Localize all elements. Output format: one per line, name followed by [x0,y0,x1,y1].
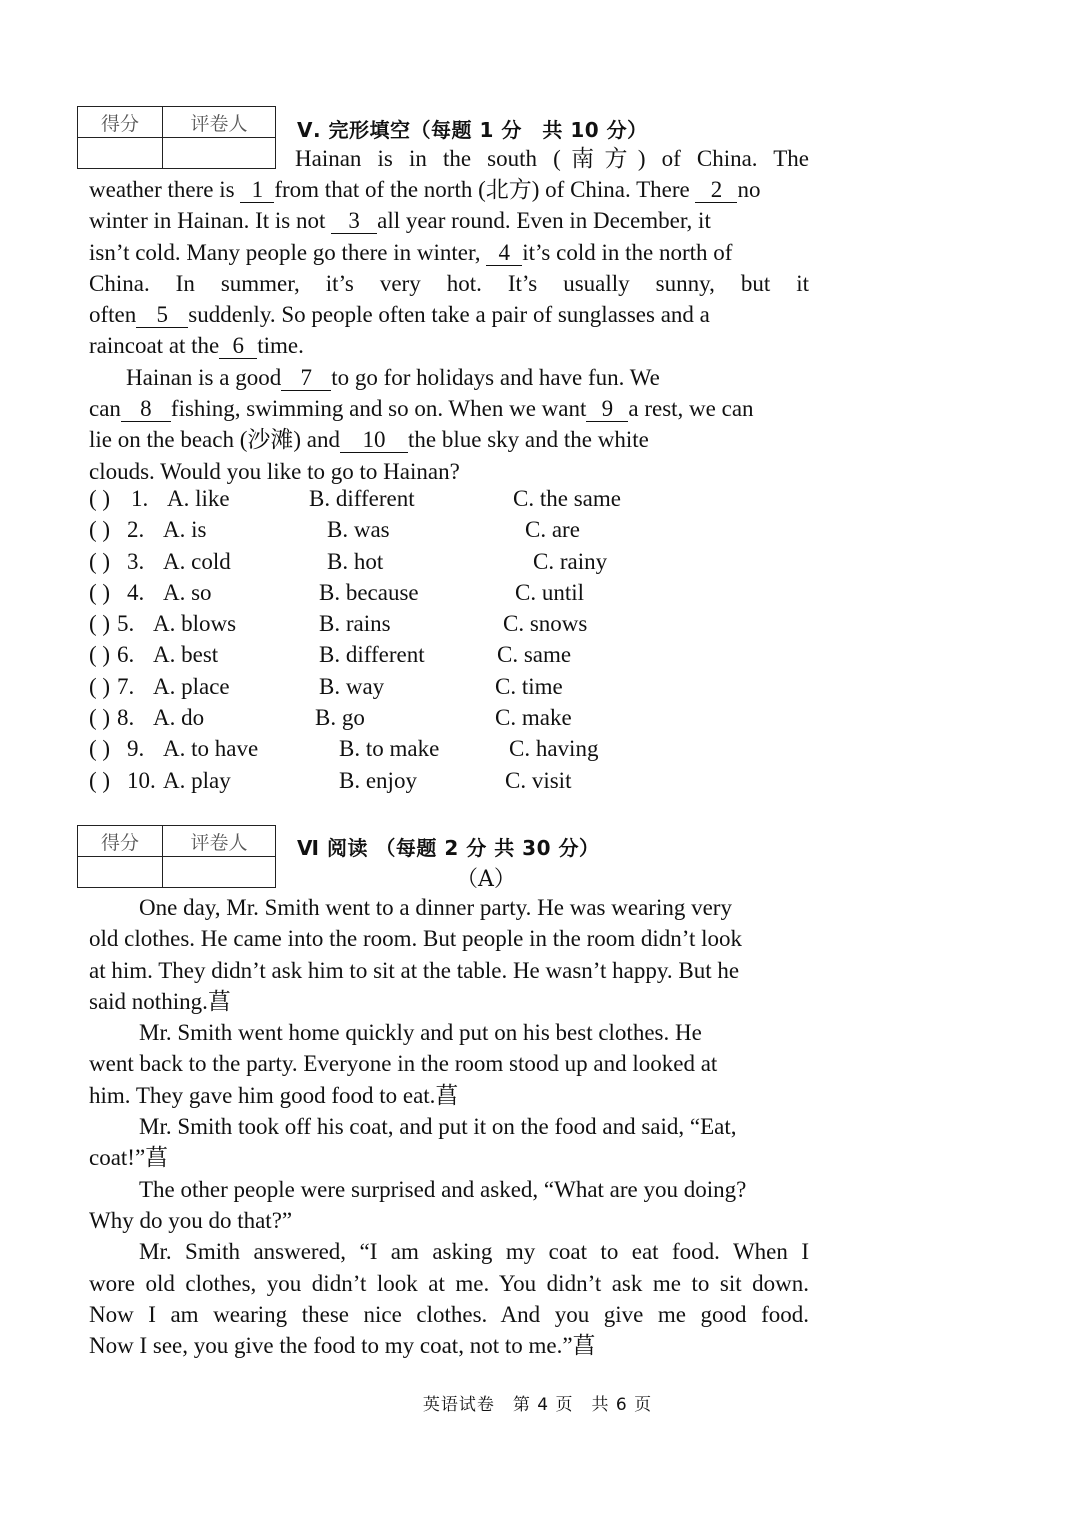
option-b: B. different [319,642,425,668]
score-table-2 [77,825,276,888]
question-number: 5. [117,611,135,637]
option-c: C. snows [503,611,588,637]
cloze-line-2: weather there is 1 from that of the north (北方) of China. There 2 no [89,177,761,202]
reading-line: wore old clothes, you didn’t look at me. You didn’t ask me to sit down. [89,1270,809,1296]
option-a: A. so [163,579,212,605]
option-c: C. are [525,517,580,543]
grader-label: 评卷人 [163,107,276,138]
answer-paren: ( ) [89,736,111,762]
option-a: A. play [163,767,231,793]
cloze-passage [89,174,809,487]
cloze-line-9: can 8 fishing, swimming and so on. When we want 9 a rest, we can [89,396,754,422]
option-c: C. having [509,736,599,762]
reading-line: coat!”菖 [89,1145,169,1171]
blank-1: 1 [240,178,274,203]
blank-4: 4 [486,241,522,266]
reading-line: One day, Mr. Smith went to a dinner party. He was wearing very [139,895,732,920]
reading-line: Mr. Smith went home quickly and put on his best clothes. He [139,1020,702,1046]
option-a: A. blows [153,611,237,637]
option-b: B. way [319,673,385,699]
cloze-line-5: China. In summer, it’s very hot. It’s usually sunny, but it [89,270,809,296]
option-a: A. like [167,486,230,511]
blank-9: 9 [586,397,628,422]
question-number: 8. [117,705,135,731]
answer-paren: ( ) [89,642,111,668]
blank-10: 10 [340,428,408,453]
cloze-line-10: lie on the beach (沙滩) and 10 the blue sky and the white [89,427,649,453]
option-a: A. cold [163,548,231,574]
cloze-line-11: clouds. Would you like to go to Hainan? [89,458,460,484]
answer-paren: ( ) [89,548,111,574]
reading-line: old clothes. He came into the room. But people in the room didn’t look [89,926,743,952]
option-b: B. was [327,517,390,543]
blank-6: 6 [219,334,257,359]
reading-line: went back to the party. Everyone in the room stood up and looked at [89,1051,718,1077]
answer-paren: ( ) [89,486,111,511]
score-label: 得分 [78,107,163,138]
cloze-line-1: Hainan is in the south (南方) of China. The [295,146,809,171]
option-a: A. to have [163,736,259,762]
reading-line: him. They gave him good food to eat.菖 [89,1082,459,1108]
option-c: C. until [515,579,585,605]
reading-line: Mr. Smith took off his coat, and put it on the food and said, “Eat, [139,1114,737,1140]
cloze-line-3: winter in Hainan. It is not 3 all year round. Even in December, it [89,208,711,234]
reading-line: Now I am wearing these nice clothes. And you give me good food. [89,1301,809,1327]
question-number: 4. [127,579,145,605]
answer-paren: ( ) [89,767,111,793]
option-c: C. make [495,705,572,731]
section-6-title: Ⅵ 阅读 （每题 2 分 共 30 分） [297,836,600,860]
cloze-line-8: Hainan is a good 7 to go for holidays and have fun. We [126,364,660,390]
section-5-title: Ⅴ. 完形填空（每题 1 分 共 10 分） [297,118,648,142]
option-b: B. hot [327,548,384,574]
option-c: C. visit [505,767,572,793]
question-number: 2. [127,517,145,543]
score-cell [78,857,163,888]
question-number: 10. [127,767,156,793]
option-a: A. place [153,673,230,699]
page-footer: 英语试卷 第 4 页 共 6 页 [422,1395,653,1415]
reading-line: said nothing.菖 [89,988,231,1014]
reading-line: Now I see, you give the food to my coat, not to me.”菖 [89,1333,596,1359]
question-number: 7. [117,673,135,699]
cloze-line-6: often 5 suddenly. So people often take a pair of sunglasses and a [89,302,710,328]
reading-line: The other people were surprised and asked, “What are you doing? [139,1176,747,1202]
option-a: A. best [153,642,219,668]
option-b: B. enjoy [339,767,417,793]
option-b: B. to make [339,736,440,762]
grader-cell [163,857,276,888]
blank-3: 3 [331,209,377,234]
reading-line: Why do you do that?” [89,1207,293,1233]
option-b: B. rains [319,611,391,637]
passage-a-label: （A） [456,867,516,892]
grader-cell [163,138,276,169]
reading-line: at him. They didn’t ask him to sit at the table. He wasn’t happy. But he [89,957,740,983]
score-label: 得分 [78,826,163,857]
option-a: A. do [153,705,205,731]
cloze-line-4: isn’t cold. Many people go there in winter, 4 it’s cold in the north of [89,239,733,265]
answer-paren: ( ) [89,579,111,605]
question-number: 6. [117,642,135,668]
question-number: 1. [131,486,149,511]
question-number: 3. [127,548,145,574]
option-a: A. is [163,517,207,543]
score-table [77,106,276,169]
option-c: C. same [497,642,572,668]
answer-paren: ( ) [89,673,111,699]
blank-7: 7 [281,366,331,391]
option-b: B. go [315,705,365,731]
option-b: B. because [319,579,419,605]
grader-label: 评卷人 [163,826,276,857]
option-c: C. the same [513,486,621,511]
question-number: 9. [127,736,145,762]
answer-paren: ( ) [89,517,111,543]
option-c: C. time [495,673,563,699]
cloze-line-7: raincoat at the 6 time. [89,333,304,359]
score-cell [78,138,163,169]
blank-5: 5 [136,303,188,328]
option-b: B. different [309,486,415,511]
option-c: C. rainy [533,548,608,574]
reading-line: Mr. Smith answered, “I am asking my coat to eat food. When I [139,1239,809,1265]
blank-2: 2 [695,178,737,203]
blank-8: 8 [121,397,171,422]
answer-paren: ( ) [89,705,111,731]
answer-paren: ( ) [89,611,111,637]
reading-passage-a [89,892,809,1361]
